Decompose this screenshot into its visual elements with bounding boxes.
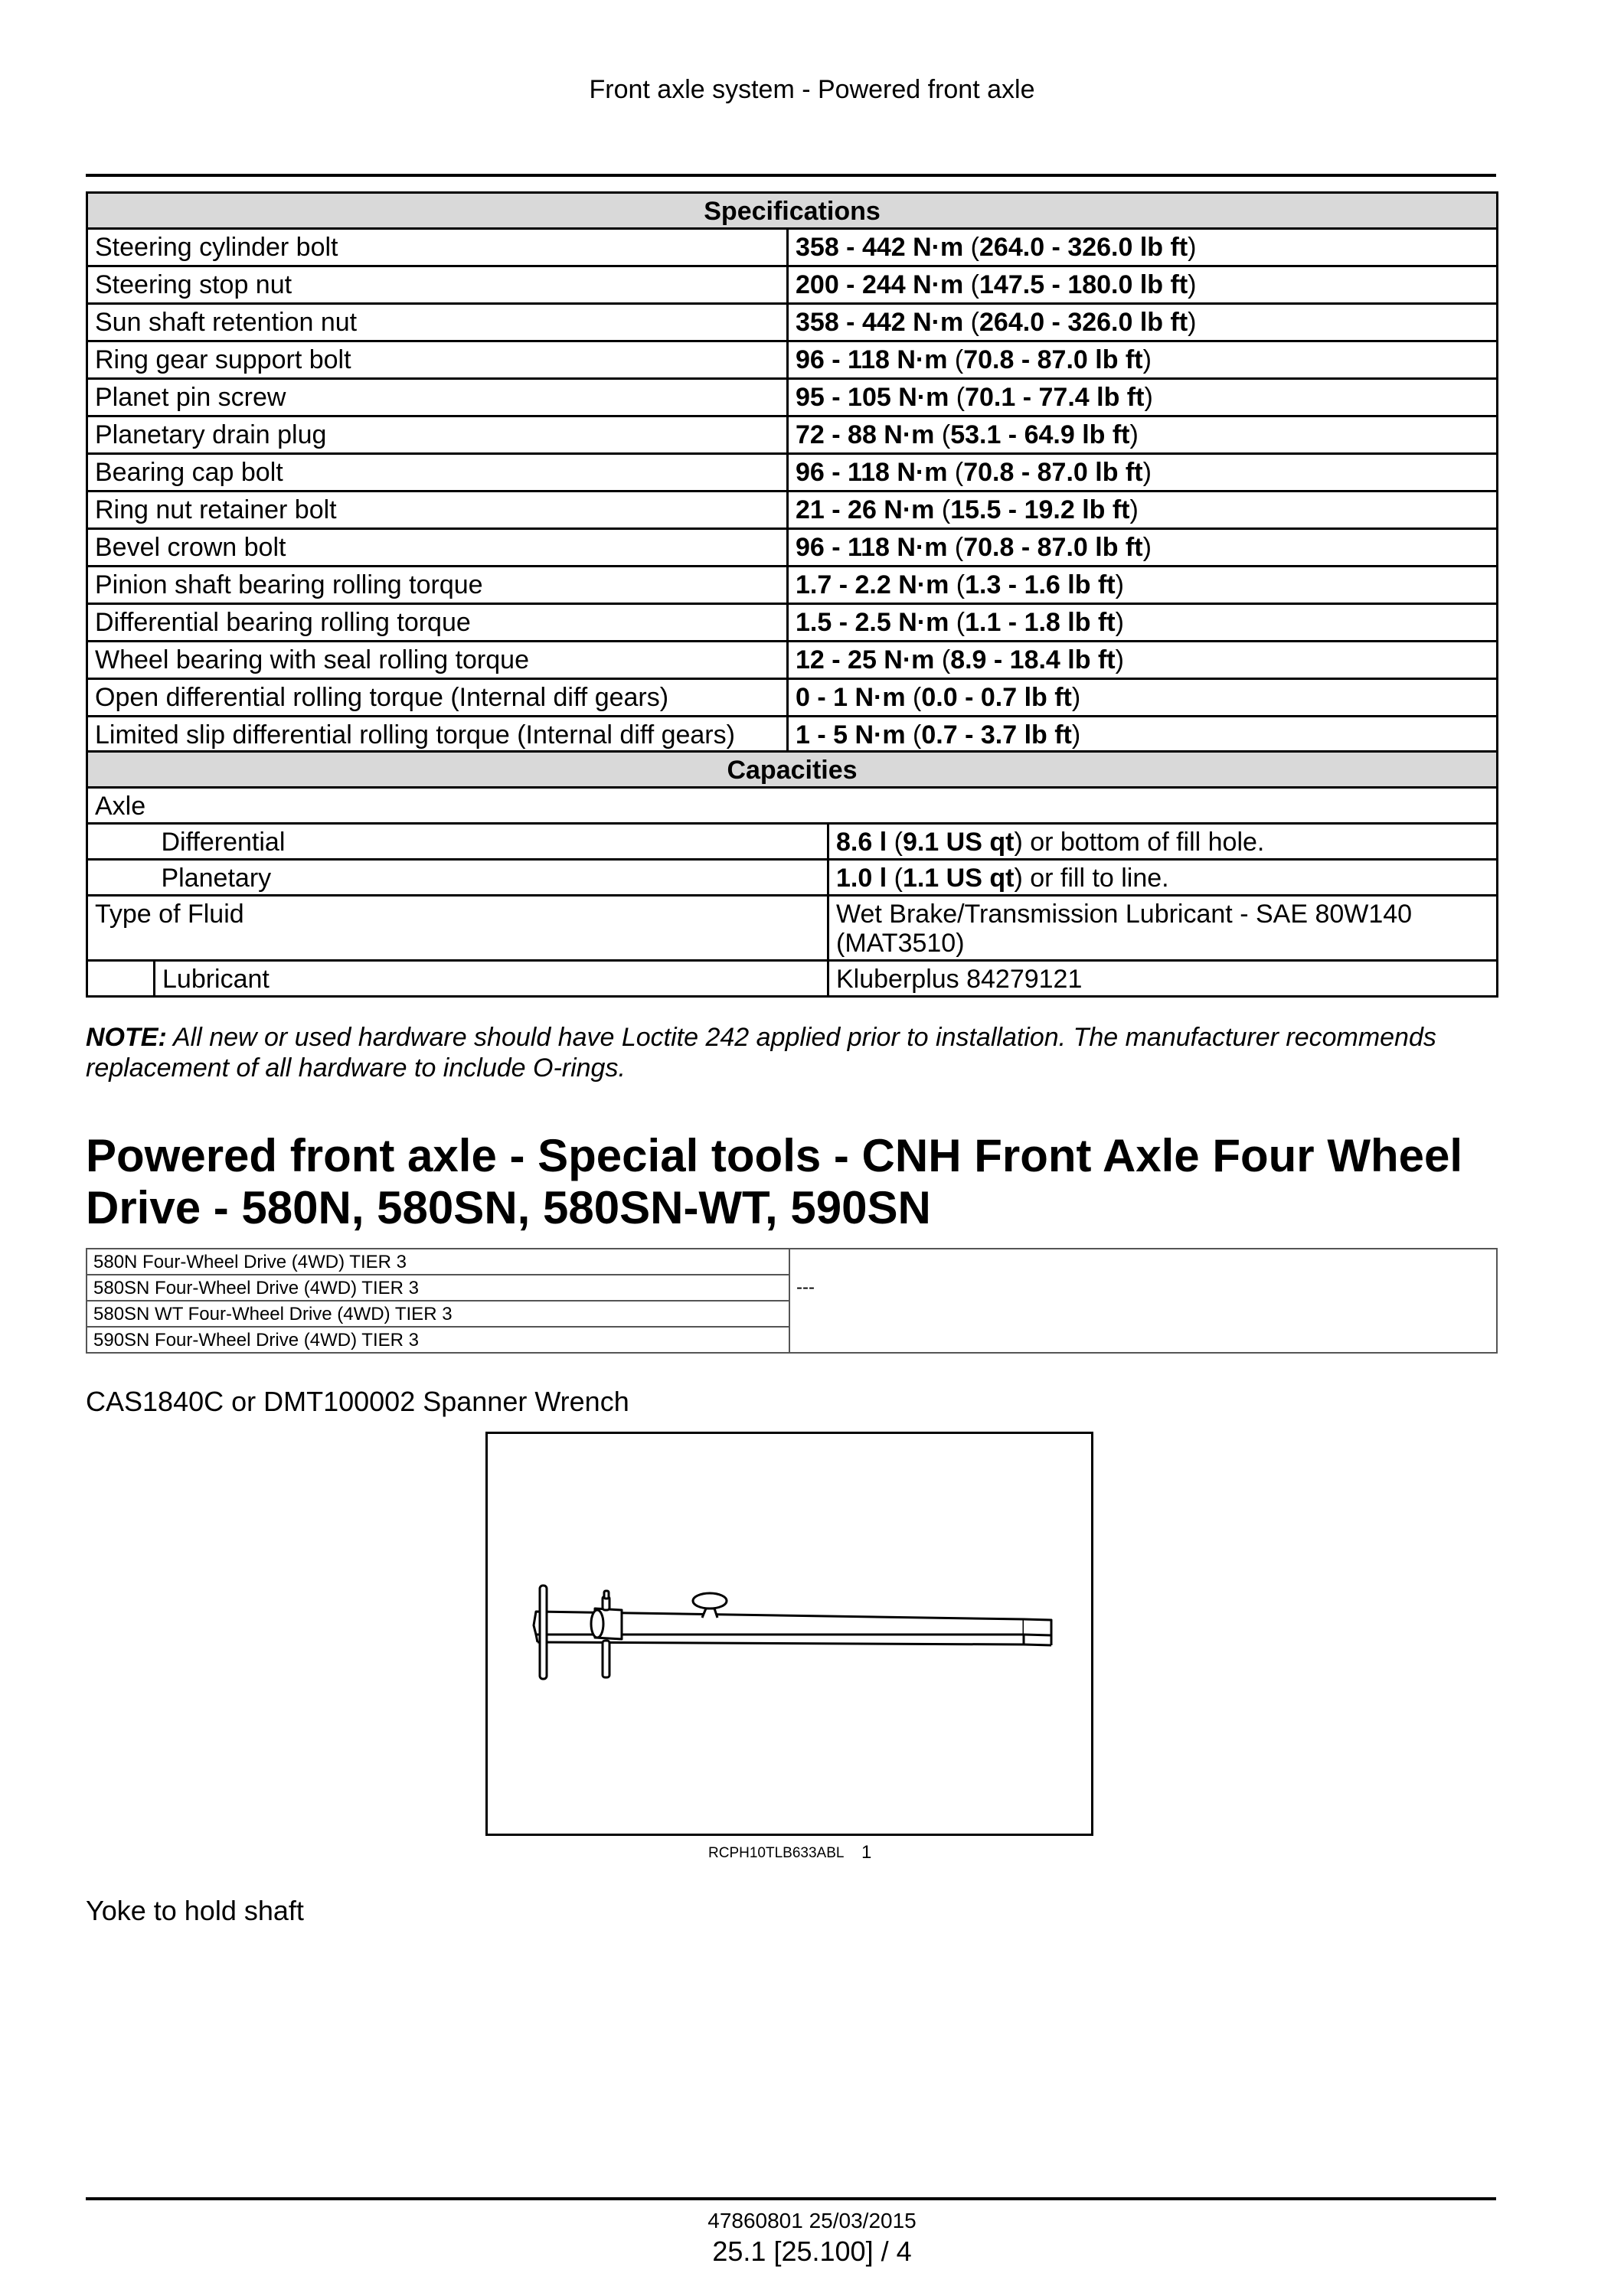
spec-item: Wheel bearing with seal rolling torque <box>87 642 788 679</box>
capacities-planetary-value: 1.0 l (1.1 US qt) or fill to line. <box>828 860 1498 896</box>
spec-row <box>87 341 1498 379</box>
section-title: Powered front axle - Special tools - CNH Front Axle Four Wheel Drive - 580N, 580SN, 580SN-WT, 590SN <box>86 1130 1463 1233</box>
spec-item: Differential bearing rolling torque <box>87 604 788 642</box>
specifications-table <box>86 191 1498 755</box>
models-table <box>86 1248 1498 1354</box>
models-applicability: --- <box>789 1275 1497 1301</box>
spec-item: Ring nut retainer bolt <box>87 492 788 529</box>
model-row: 580SN Four-Wheel Drive (4WD) TIER 3 <box>87 1275 789 1301</box>
note-label: NOTE: <box>86 1023 167 1052</box>
spec-item: Planet pin screw <box>87 379 788 416</box>
yoke-caption: Yoke to hold shaft <box>86 1895 304 1926</box>
spec-item: Limited slip differential rolling torque (Internal diff gears) <box>87 717 788 754</box>
spec-value: 1.7 - 2.2 N·m (1.3 - 1.6 lb ft) <box>788 567 1498 604</box>
spec-row <box>87 379 1498 416</box>
spec-row <box>87 567 1498 604</box>
header-rule <box>86 174 1496 177</box>
model-row: 580N Four-Wheel Drive (4WD) TIER 3 <box>87 1249 789 1275</box>
capacities-heading: Capacities <box>87 752 1498 788</box>
spec-value: 12 - 25 N·m (8.9 - 18.4 lb ft) <box>788 642 1498 679</box>
spec-value: 358 - 442 N·m (264.0 - 326.0 lb ft) <box>788 304 1498 341</box>
spec-value: 358 - 442 N·m (264.0 - 326.0 lb ft) <box>788 229 1498 266</box>
note <box>86 1022 1496 1083</box>
spec-item: Bevel crown bolt <box>87 529 788 567</box>
footer-page-number: 25.1 [25.100] / 4 <box>712 2236 912 2267</box>
figure-reference: RCPH10TLB633ABL <box>708 1845 845 1861</box>
note-text: All new or used hardware should have Loctite 242 applied prior to installation. The manufacturer recommends replacement of all hardware to include O-rings. <box>86 1023 1436 1083</box>
model-row: 590SN Four-Wheel Drive (4WD) TIER 3 <box>87 1327 789 1353</box>
spec-value: 72 - 88 N·m (53.1 - 64.9 lb ft) <box>788 416 1498 454</box>
tool-caption: CAS1840C or DMT100002 Spanner Wrench <box>86 1386 629 1417</box>
spec-row <box>87 492 1498 529</box>
spec-item: Ring gear support bolt <box>87 341 788 379</box>
spec-row <box>87 416 1498 454</box>
spec-item: Steering stop nut <box>87 266 788 304</box>
spec-item: Steering cylinder bolt <box>87 229 788 266</box>
spec-value: 96 - 118 N·m (70.8 - 87.0 lb ft) <box>788 341 1498 379</box>
capacities-fluid-label: Type of Fluid <box>87 896 828 961</box>
spec-item: Planetary drain plug <box>87 416 788 454</box>
capacities-fluid-value: Wet Brake/Transmission Lubricant - SAE 80W140 (MAT3510) <box>828 896 1498 961</box>
spec-row <box>87 229 1498 266</box>
specifications-heading: Specifications <box>87 193 1498 229</box>
spec-row <box>87 679 1498 717</box>
spec-value: 1 - 5 N·m (0.7 - 3.7 lb ft) <box>788 717 1498 754</box>
spec-row <box>87 304 1498 341</box>
spec-value: 0 - 1 N·m (0.0 - 0.7 lb ft) <box>788 679 1498 717</box>
capacities-differential-value: 8.6 l (9.1 US qt) or bottom of fill hole. <box>828 824 1498 860</box>
spec-item: Bearing cap bolt <box>87 454 788 492</box>
spec-value: 21 - 26 N·m (15.5 - 19.2 lb ft) <box>788 492 1498 529</box>
spec-row <box>87 266 1498 304</box>
spec-row <box>87 529 1498 567</box>
capacities-differential-label: Differential <box>155 824 828 860</box>
footer-document-id: 47860801 25/03/2015 <box>707 2209 917 2232</box>
spec-row <box>87 642 1498 679</box>
spanner-wrench-figure <box>485 1432 1093 1836</box>
spanner-wrench-illustration <box>488 1434 1096 1838</box>
figure-number: 1 <box>861 1842 872 1863</box>
capacities-axle-label: Axle <box>87 788 1498 824</box>
footer-rule <box>86 2197 1496 2200</box>
spec-value: 96 - 118 N·m (70.8 - 87.0 lb ft) <box>788 529 1498 567</box>
spec-value: 96 - 118 N·m (70.8 - 87.0 lb ft) <box>788 454 1498 492</box>
capacities-planetary-label: Planetary <box>155 860 828 896</box>
spec-row <box>87 454 1498 492</box>
spec-item: Open differential rolling torque (Internal diff gears) <box>87 679 788 717</box>
spec-item: Sun shaft retention nut <box>87 304 788 341</box>
spec-row <box>87 717 1498 754</box>
capacities-table <box>86 750 1498 998</box>
spec-item: Pinion shaft bearing rolling torque <box>87 567 788 604</box>
spec-value: 200 - 244 N·m (147.5 - 180.0 lb ft) <box>788 266 1498 304</box>
capacities-lubricant-value: Kluberplus 84279121 <box>828 961 1498 997</box>
capacities-lubricant-label: Lubricant <box>155 961 828 997</box>
running-header: Front axle system - Powered front axle <box>589 75 1035 104</box>
model-row: 580SN WT Four-Wheel Drive (4WD) TIER 3 <box>87 1301 789 1327</box>
spec-value: 95 - 105 N·m (70.1 - 77.4 lb ft) <box>788 379 1498 416</box>
spec-row <box>87 604 1498 642</box>
spec-value: 1.5 - 2.5 N·m (1.1 - 1.8 lb ft) <box>788 604 1498 642</box>
